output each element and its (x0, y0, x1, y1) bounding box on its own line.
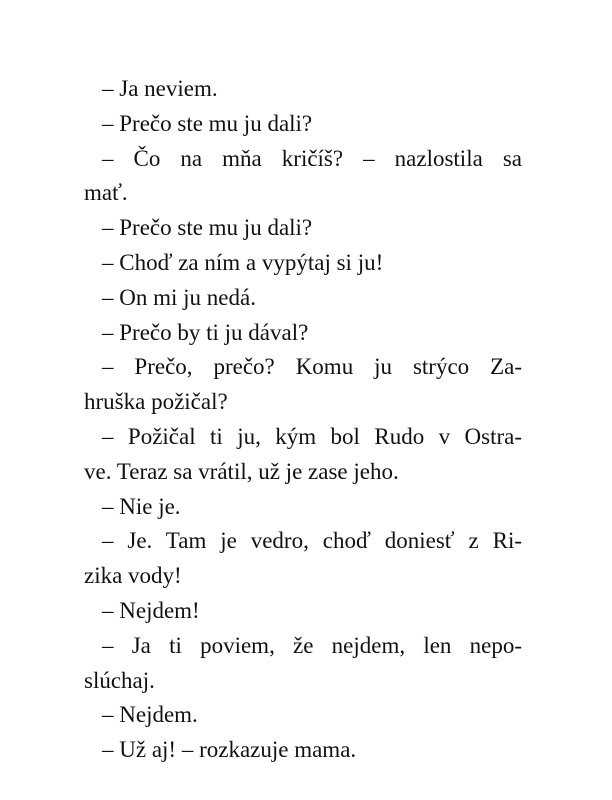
text-line: mať. (84, 180, 128, 206)
text-line: – Ja ti poviem, že nejdem, len nepo- (102, 632, 522, 658)
text-line: – Čo na mňa kričíš? – nazlostila sa (102, 145, 522, 171)
text-line: – Choď za ním a vypýtaj si ju! (102, 249, 384, 275)
text-line: – On mi ju nedá. (102, 284, 256, 310)
text-line: – Prečo, prečo? Komu ju strýco Za- (102, 354, 522, 380)
text-line: – Ja neviem. (102, 76, 218, 101)
text-line: slúchaj. (84, 667, 155, 693)
text-line: zika vody! (84, 563, 182, 589)
dialogue-text (84, 72, 522, 768)
text-line: ve. Teraz sa vrátil, už je zase jeho. (84, 458, 399, 484)
text-line: – Už aj! – rozkazuje mama. (102, 737, 357, 763)
text-line: – Prečo by ti ju dával? (102, 319, 309, 345)
text-line: hruška požičal? (84, 389, 228, 415)
text-line: – Nejdem! (102, 597, 200, 623)
text-line: – Nie je. (102, 493, 181, 519)
text-line: – Je. Tam je vedro, choď doniesť z Ri- (102, 528, 522, 554)
text-line: – Prečo ste mu ju dali? (102, 215, 313, 241)
text-line: – Požičal ti ju, kým bol Rudo v Ostra- (102, 423, 522, 449)
text-line: – Nejdem. (102, 702, 198, 728)
text-line: – Prečo ste mu ju dali? (102, 110, 313, 136)
